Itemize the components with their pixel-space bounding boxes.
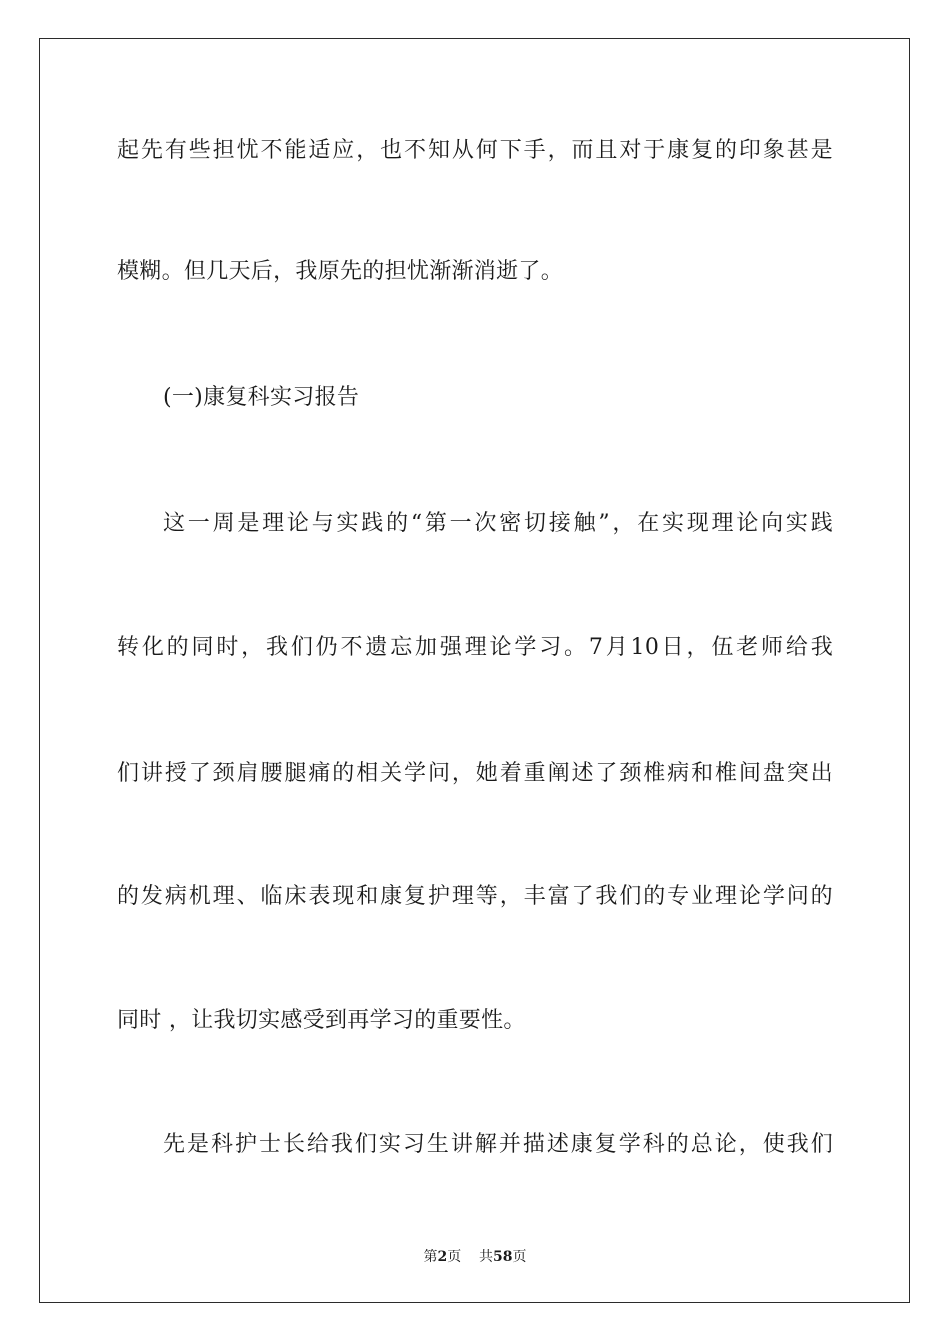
total-pages: 58 [493, 1249, 513, 1265]
body-line-6: 的发病机理、临床表现和康复护理等，丰富了我们的专业理论学问的 [117, 884, 833, 909]
total-prefix: 共 [479, 1249, 494, 1265]
total-unit: 页 [512, 1249, 527, 1265]
body-line-3: 这一周是理论与实践的“第一次密切接触”，在实现理论向实践 [163, 511, 833, 536]
page-border [39, 38, 910, 1303]
page-current: 2 [437, 1249, 448, 1265]
page-unit: 页 [447, 1249, 462, 1265]
body-line-2: 模糊。但几天后，我原先的担忧渐渐消逝了。 [117, 259, 564, 284]
body-line-4: 转化的同时，我们仍不遗忘加强理论学习。7月10日，伍老师给我 [117, 635, 833, 660]
body-line-7: 同时 ，让我切实感受到再学习的重要性。 [117, 1008, 526, 1033]
body-line-1: 起先有些担忧不能适应，也不知从何下手，而且对于康复的印象甚是 [117, 138, 833, 163]
body-line-5: 们讲授了颈肩腰腿痛的相关学问，她着重阐述了颈椎病和椎间盘突出 [117, 761, 833, 786]
section-heading: (一)康复科实习报告 [163, 385, 360, 410]
body-line-8: 先是科护士长给我们实习生讲解并描述康复学科的总论，使我们 [163, 1132, 833, 1157]
page-footer [0, 1247, 950, 1267]
page-prefix: 第 [423, 1249, 438, 1265]
